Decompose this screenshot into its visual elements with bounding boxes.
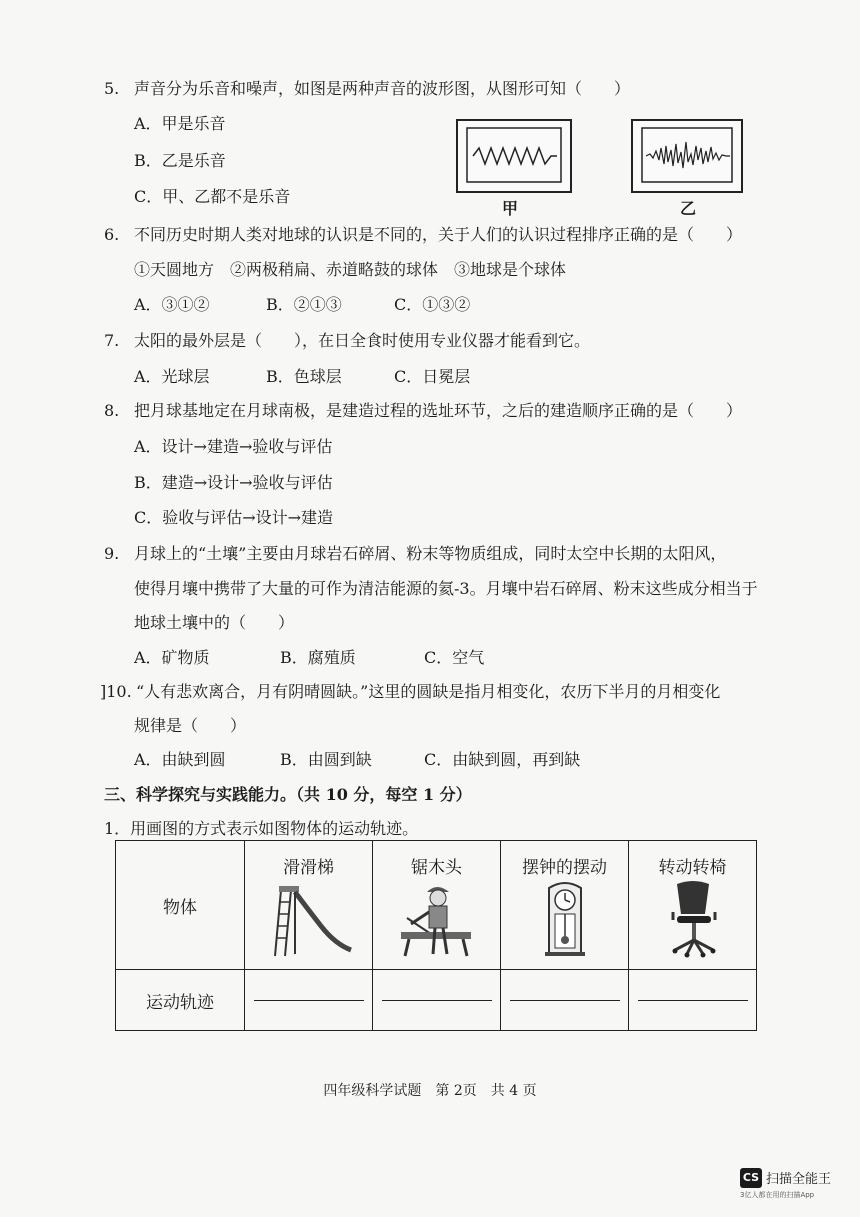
question-stem: 不同历史时期人类对地球的认识是不同的，关于人们的认识过程排序正确的是（ ） [134,225,743,244]
question-number: 5. [104,79,120,98]
question-stem-line-2: 使得月壤中携带了大量的可作为清洁能源的氦-3。月壤中岩石碎屑、粉末这些成分相当于 [134,579,758,598]
pendulum-clock-icon [515,878,615,958]
camscanner-logo-icon: CS [740,1168,762,1188]
q8-option-c: C．验收与评估→设计→建造 [134,508,334,527]
question-number: ]10. [100,682,132,701]
q7-option-a: A．光球层 [134,367,210,386]
label-yi: 乙 [680,199,697,218]
question-stem-line-3: 地球土壤中的（ ） [134,613,295,632]
motion-table [115,840,757,1031]
q8-option-a: A．设计→建造→验收与评估 [134,437,333,456]
wave-figure-jia [455,118,575,196]
q7-option-c: C．日冕层 [394,367,471,386]
swivel-chair-icon [643,878,743,958]
question-number: 6. [104,225,120,244]
table-cell-sawing [373,841,501,970]
q8-option-b: B．建造→设计→验收与评估 [134,473,333,492]
question-stem-line-2: 规律是（ ） [134,716,247,735]
q5-option-b: B．乙是乐音 [134,151,226,170]
section-3-title: 三、科学探究与实践能力。（共 10 分，每空 1 分） [104,785,472,804]
wave-figure-yi [630,118,746,196]
question-number: 9. [104,544,120,563]
question-10 [100,681,720,703]
q10-option-b: B．由圆到缺 [280,750,372,769]
q6-option-c: C．①③② [394,295,471,314]
question-number: 8. [104,401,120,420]
answer-blank-swivel-chair[interactable] [629,970,757,1031]
q5-option-c: C．甲、乙都不是乐音 [134,187,291,206]
q9-option-b: B．腐殖质 [280,648,356,667]
question-6 [104,224,742,246]
q5-option-a: A．甲是乐音 [134,114,226,133]
question-7 [104,330,590,352]
slide-icon [259,878,359,958]
label-jia: 甲 [502,199,519,218]
q10-option-a: A．由缺到圆 [134,750,226,769]
q7-option-b: B．色球层 [266,367,342,386]
object-label: 转动转椅 [658,858,727,878]
object-label: 锯木头 [411,858,462,878]
q6-items: ①天圆地方 ②两极稍扁、赤道略鼓的球体 ③地球是个球体 [134,260,567,279]
question-9 [104,543,726,565]
watermark-tagline: 3亿人都在用的扫描App [740,1190,815,1199]
question-stem-line-1: “人有悲欢离合，月有阴晴圆缺。”这里的圆缺是指月相变化，农历下半月的月相变化 [136,682,721,701]
q6-option-b: B．②①③ [266,295,342,314]
q10-option-c: C．由缺到圆，再到缺 [424,750,581,769]
question-number: 7. [104,331,120,350]
answer-blank-pendulum[interactable] [501,970,629,1031]
watermark-name: 扫描全能王 [766,1172,832,1187]
table-cell-pendulum [501,841,629,970]
question-stem: 把月球基地定在月球南极，是建造过程的选址环节，之后的建造顺序正确的是（ ） [134,401,743,420]
section-3-question-1: 1．用画图的方式表示如图物体的运动轨迹。 [104,819,419,838]
question-stem-line-1: 月球上的“土壤”主要由月球岩石碎屑、粉末等物质组成，同时太空中长期的太阳风， [134,544,727,563]
table-header-object: 物体 [116,841,245,970]
question-stem: 太阳的最外层是（ ），在日全食时使用专业仪器才能看到它。 [134,331,591,350]
question-stem: 声音分为乐音和噪声，如图是两种声音的波形图，从图形可知（ ） [134,79,631,98]
scanner-watermark [740,1167,831,1200]
q9-option-a: A．矿物质 [134,648,210,667]
sawing-worker-icon [387,878,487,958]
q9-option-c: C．空气 [424,648,485,667]
question-5 [104,78,630,100]
table-header-trajectory: 运动轨迹 [116,970,245,1031]
q6-option-a: A．③①② [134,295,210,314]
object-label: 滑滑梯 [283,858,334,878]
table-cell-swivel-chair [629,841,757,970]
page-footer: 四年级科学试题 第 2页 共 4 页 [323,1083,537,1099]
object-label: 摆钟的摆动 [522,858,607,878]
answer-blank-sawing[interactable] [373,970,501,1031]
question-8 [104,400,742,422]
answer-blank-slide[interactable] [245,970,373,1031]
table-cell-slide [245,841,373,970]
